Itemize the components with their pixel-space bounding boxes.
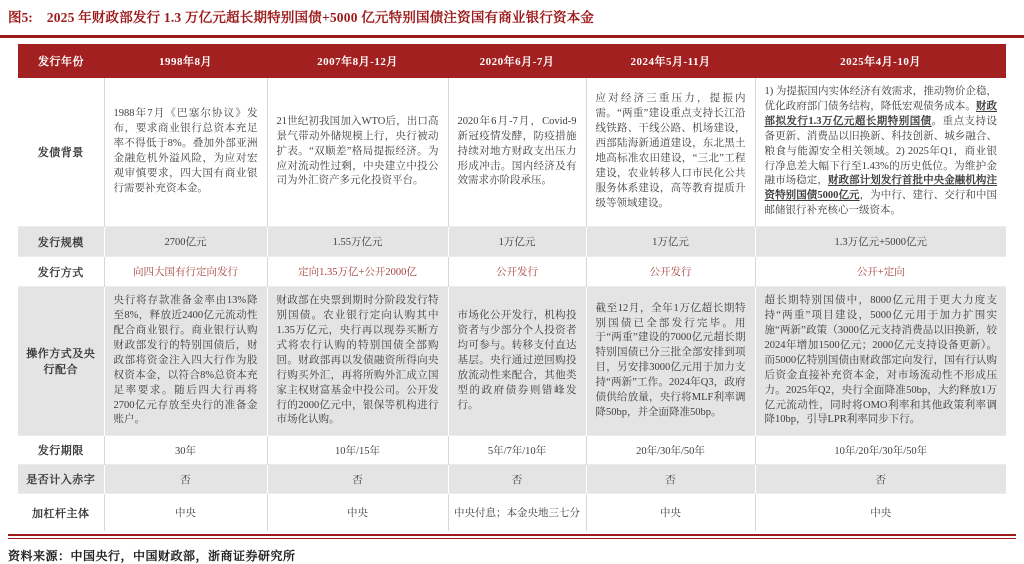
cell-scale-2025: 1.3万亿元+5000亿元 [755, 227, 1006, 257]
cell-background-2025 [755, 78, 1006, 227]
row-label-term: 发行期限 [18, 436, 104, 465]
cell-deficit-2024: 否 [586, 465, 755, 494]
table-row [18, 287, 1006, 436]
cell-term-2025: 10年/20年/30年/50年 [755, 436, 1006, 465]
cell-scale-2020: 1万亿元 [448, 227, 586, 257]
cell-leverage-2007: 中央 [267, 494, 448, 531]
header-issue-year: 发行年份 [18, 44, 104, 78]
table-row [18, 494, 1006, 531]
cell-method-2020: 公开发行 [448, 257, 586, 287]
cell-operation-1998: 央行将存款准备金率由13%降至8%，释放近2400亿元流动性配合商业银行。商业银行认购财政部发行的特别国债后，财政部将资金注入四大行作为股权资本金，以符合8%总资本充足率要求。随后四大行再将2700亿元存放至央行的准备金账户。 [104, 287, 267, 436]
cell-term-2024: 20年/30年/50年 [586, 436, 755, 465]
header-2025: 2025年4月-10月 [755, 44, 1006, 78]
cell-deficit-2007: 否 [267, 465, 448, 494]
cell-deficit-2025: 否 [755, 465, 1006, 494]
figure-number: 图5: [8, 10, 33, 25]
cell-background-2007: 21世纪初我国加入WTO后，出口高景气带动外储规模上行，央行被动扩表。“双顺差”格局提振经济。为应对流动性过剩，中央建立中投公司为外汇资产多元化投资平台。 [267, 78, 448, 227]
cell-method-1998: 向四大国有行定向发行 [104, 257, 267, 287]
background-2025-underline-1: 财政部拟发行1.3万亿元超长期特别国债 [764, 100, 998, 127]
cell-method-2025: 公开+定向 [755, 257, 1006, 287]
cell-method-2007: 定向1.35万亿+公开2000亿 [267, 257, 448, 287]
row-label-operation: 操作方式及央行配合 [18, 287, 104, 436]
cell-operation-2007: 财政部在央票到期时分阶段发行特别国债。农业银行定向认购其中1.35万亿元，央行再以现券买断方式将农行认购的特别国债全部购回。财政部再以发债融资所得向央行购买外汇，再将所购外汇成立国家主权财富基金中投公司。公开发行的2000亿元中，银保等机构进行市场化认购。 [267, 287, 448, 436]
title-divider [0, 35, 1024, 38]
background-2025-underline-2: 财政部计划发行首批中央金融机构注资特别国债5000亿元 [764, 175, 998, 202]
cell-deficit-1998: 否 [104, 465, 267, 494]
row-label-scale: 发行规模 [18, 227, 104, 257]
table-row [18, 436, 1006, 465]
cell-operation-2024: 截至12月，全年1万亿超长期特别国债已全部发行完毕。用于“两重”建设的7000亿元超长期特别国债已分三批全部安排到项目，另安排3000亿元用于加力支持“两新”工作。2024年Q3，政府债供给放量，央行将MLF利率调降50bp，并全面降准50bp。 [586, 287, 755, 436]
header-2020: 2020年6月-7月 [448, 44, 586, 78]
table-header-row [18, 44, 1006, 78]
row-label-deficit: 是否计入赤字 [18, 465, 104, 494]
row-label-background: 发债背景 [37, 147, 84, 160]
source-note: 资料来源：中国央行，中国财政部，浙商证券研究所 [8, 548, 296, 563]
row-label-leverage: 加杠杆主体 [18, 494, 104, 531]
cell-term-1998: 30年 [104, 436, 267, 465]
figure-title-bar [0, 0, 1024, 31]
header-2024: 2024年5月-11月 [586, 44, 755, 78]
cell-deficit-2020: 否 [448, 465, 586, 494]
cell-background-2020: 2020年6月-7月，Covid-9新冠疫情发酵，防疫措施持续对地方财政支出压力形成冲击。国内经济及有效需求亦阶段承压。 [448, 78, 586, 227]
background-2025-text: 1) 为提振国内实体经济有效需求，推动物价企稳，优化政府部门债务结构，降低宏观债务成本。 [764, 86, 997, 112]
cell-background-2024: 应对经济三重压力，提振内需。“两重”建设重点支持长江沿线铁路、干线公路、机场建设，西部陆海新通道建设，东北黑土地高标准农田建设，“三北”工程建设，农业转移人口市民化公共服务体系建设，高等教育提质升级等领域建设。 [586, 78, 755, 227]
background-2025-text: ，为中行、建行、交行和中国邮储银行补充核心一级资本。 [764, 190, 998, 217]
cell-background-1998: 1988年7月《巴塞尔协议》发布，要求商业银行总资本充足率不得低于8%。叠加外部亚洲金融危机外溢风险，为应对宏观审慎要求，四大国有商业银行需要补充资本金。 [104, 78, 267, 227]
cell-operation-2020: 市场化公开发行，机构投资者与少部分个人投资者均可参与。转移支付直达基层。央行通过逆回购投放流动性来配合，其他类型的政府债券则错峰发行。 [448, 287, 586, 436]
table-row [18, 465, 1006, 494]
cell-term-2020: 5年/7年/10年 [448, 436, 586, 465]
header-1998: 1998年8月 [104, 44, 267, 78]
cell-leverage-2024: 中央 [586, 494, 755, 531]
header-2007: 2007年8月-12月 [267, 44, 448, 78]
cell-scale-2007: 1.55万亿元 [267, 227, 448, 257]
cell-leverage-2025: 中央 [755, 494, 1006, 531]
table-row [18, 227, 1006, 257]
background-2025-text: 。重点支持设备更新、消费品以旧换新、科技创新、城乡融合、粮食与能源安全相关领域。2) 2025年Q1，商业银行净息差大幅下行至1.43%的历史低位。为维护金融市场稳定， [764, 115, 997, 187]
table-row [18, 257, 1006, 287]
table-row [18, 78, 1006, 227]
cell-leverage-2020: 中央付息；本金央地三七分 [448, 494, 586, 531]
cell-method-2024: 公开发行 [586, 257, 755, 287]
page-title: 2025 年财政部发行 1.3 万亿元超长期特别国债+5000 亿元特别国债注资国有商业银行资本金 [46, 10, 595, 25]
cell-operation-2025: 超长期特别国债中，8000亿元用于更大力度支持“两重”项目建设，5000亿元用于加力扩围实施“两新”政策（3000亿元支持消费品以旧换新，较2024年增加1500亿元；2000亿元支持设备更新）。而5000亿特别国债由财政部定向发行，国有行认购后资金直接补充资本金，对市场流动性不形成压力。2025年Q2，央行全面降准50bp，大约释放1万亿元流动性，同时将OMO利率和其他政策利率调降10bp，引导LPR利率同步下行。 [755, 287, 1006, 436]
row-label-method: 发行方式 [18, 257, 104, 287]
cell-scale-1998: 2700亿元 [104, 227, 267, 257]
cell-term-2007: 10年/15年 [267, 436, 448, 465]
cell-leverage-1998: 中央 [104, 494, 267, 531]
cell-scale-2024: 1万亿元 [586, 227, 755, 257]
special-bond-table [18, 44, 1006, 531]
